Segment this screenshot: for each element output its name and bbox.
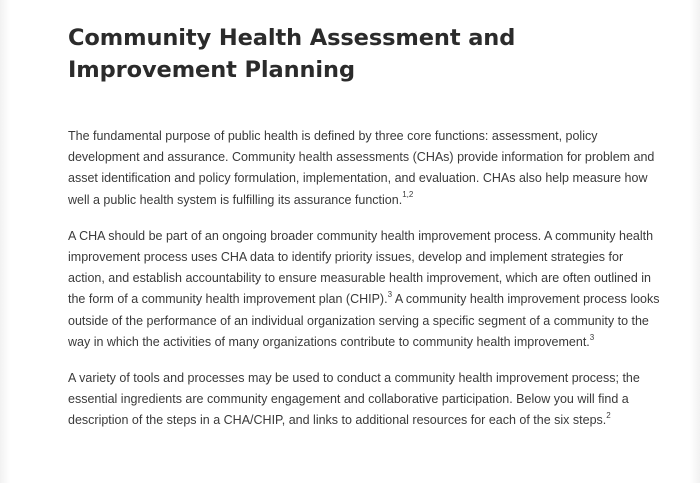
page-title: Community Health Assessment and Improvement Planning [68, 25, 516, 83]
article-body [68, 126, 660, 432]
footnote-ref[interactable]: 2 [606, 411, 611, 421]
footnote-ref[interactable]: 1,2 [402, 190, 414, 200]
paragraph-improvement-process [68, 226, 660, 353]
paragraph-core-functions [68, 126, 660, 211]
paragraph-text: The fundamental purpose of public health is defined by three core functions: assessment, policy development and assurance. Community health assessments (CHAs) provide information for problem and asset identification and policy formulation, implementation, and evaluation. CHAs also help measure how well a public health system is fulfilling its assurance function. [68, 129, 655, 207]
footnote-ref[interactable]: 3 [387, 290, 393, 300]
paragraph-text: A CHA should be part of an ongoing broader community health improvement process. A community health improvement process uses CHA data to identify priority issues, develop and implement strategies for action, and establish accountability to ensure measurable health improvement, which are often outlined in the form of a community health improvement plan (CHIP). [68, 228, 654, 307]
footnote-ref[interactable]: 3 [589, 332, 595, 342]
paragraph-tools-processes [68, 368, 660, 432]
paragraph-text: A community health improvement process looks outside of the performance of an individual organization serving a specific segment of a community to the way in which the activities of many organizations contribute to community health improvement. [68, 292, 660, 349]
paragraph-text: A variety of tools and processes may be used to conduct a community health improvement process; the essential ingredients are community engagement and collaborative participation. Below you will find a description of the steps in a CHA/CHIP, and links to additional resources for each of the six steps. [68, 371, 640, 428]
